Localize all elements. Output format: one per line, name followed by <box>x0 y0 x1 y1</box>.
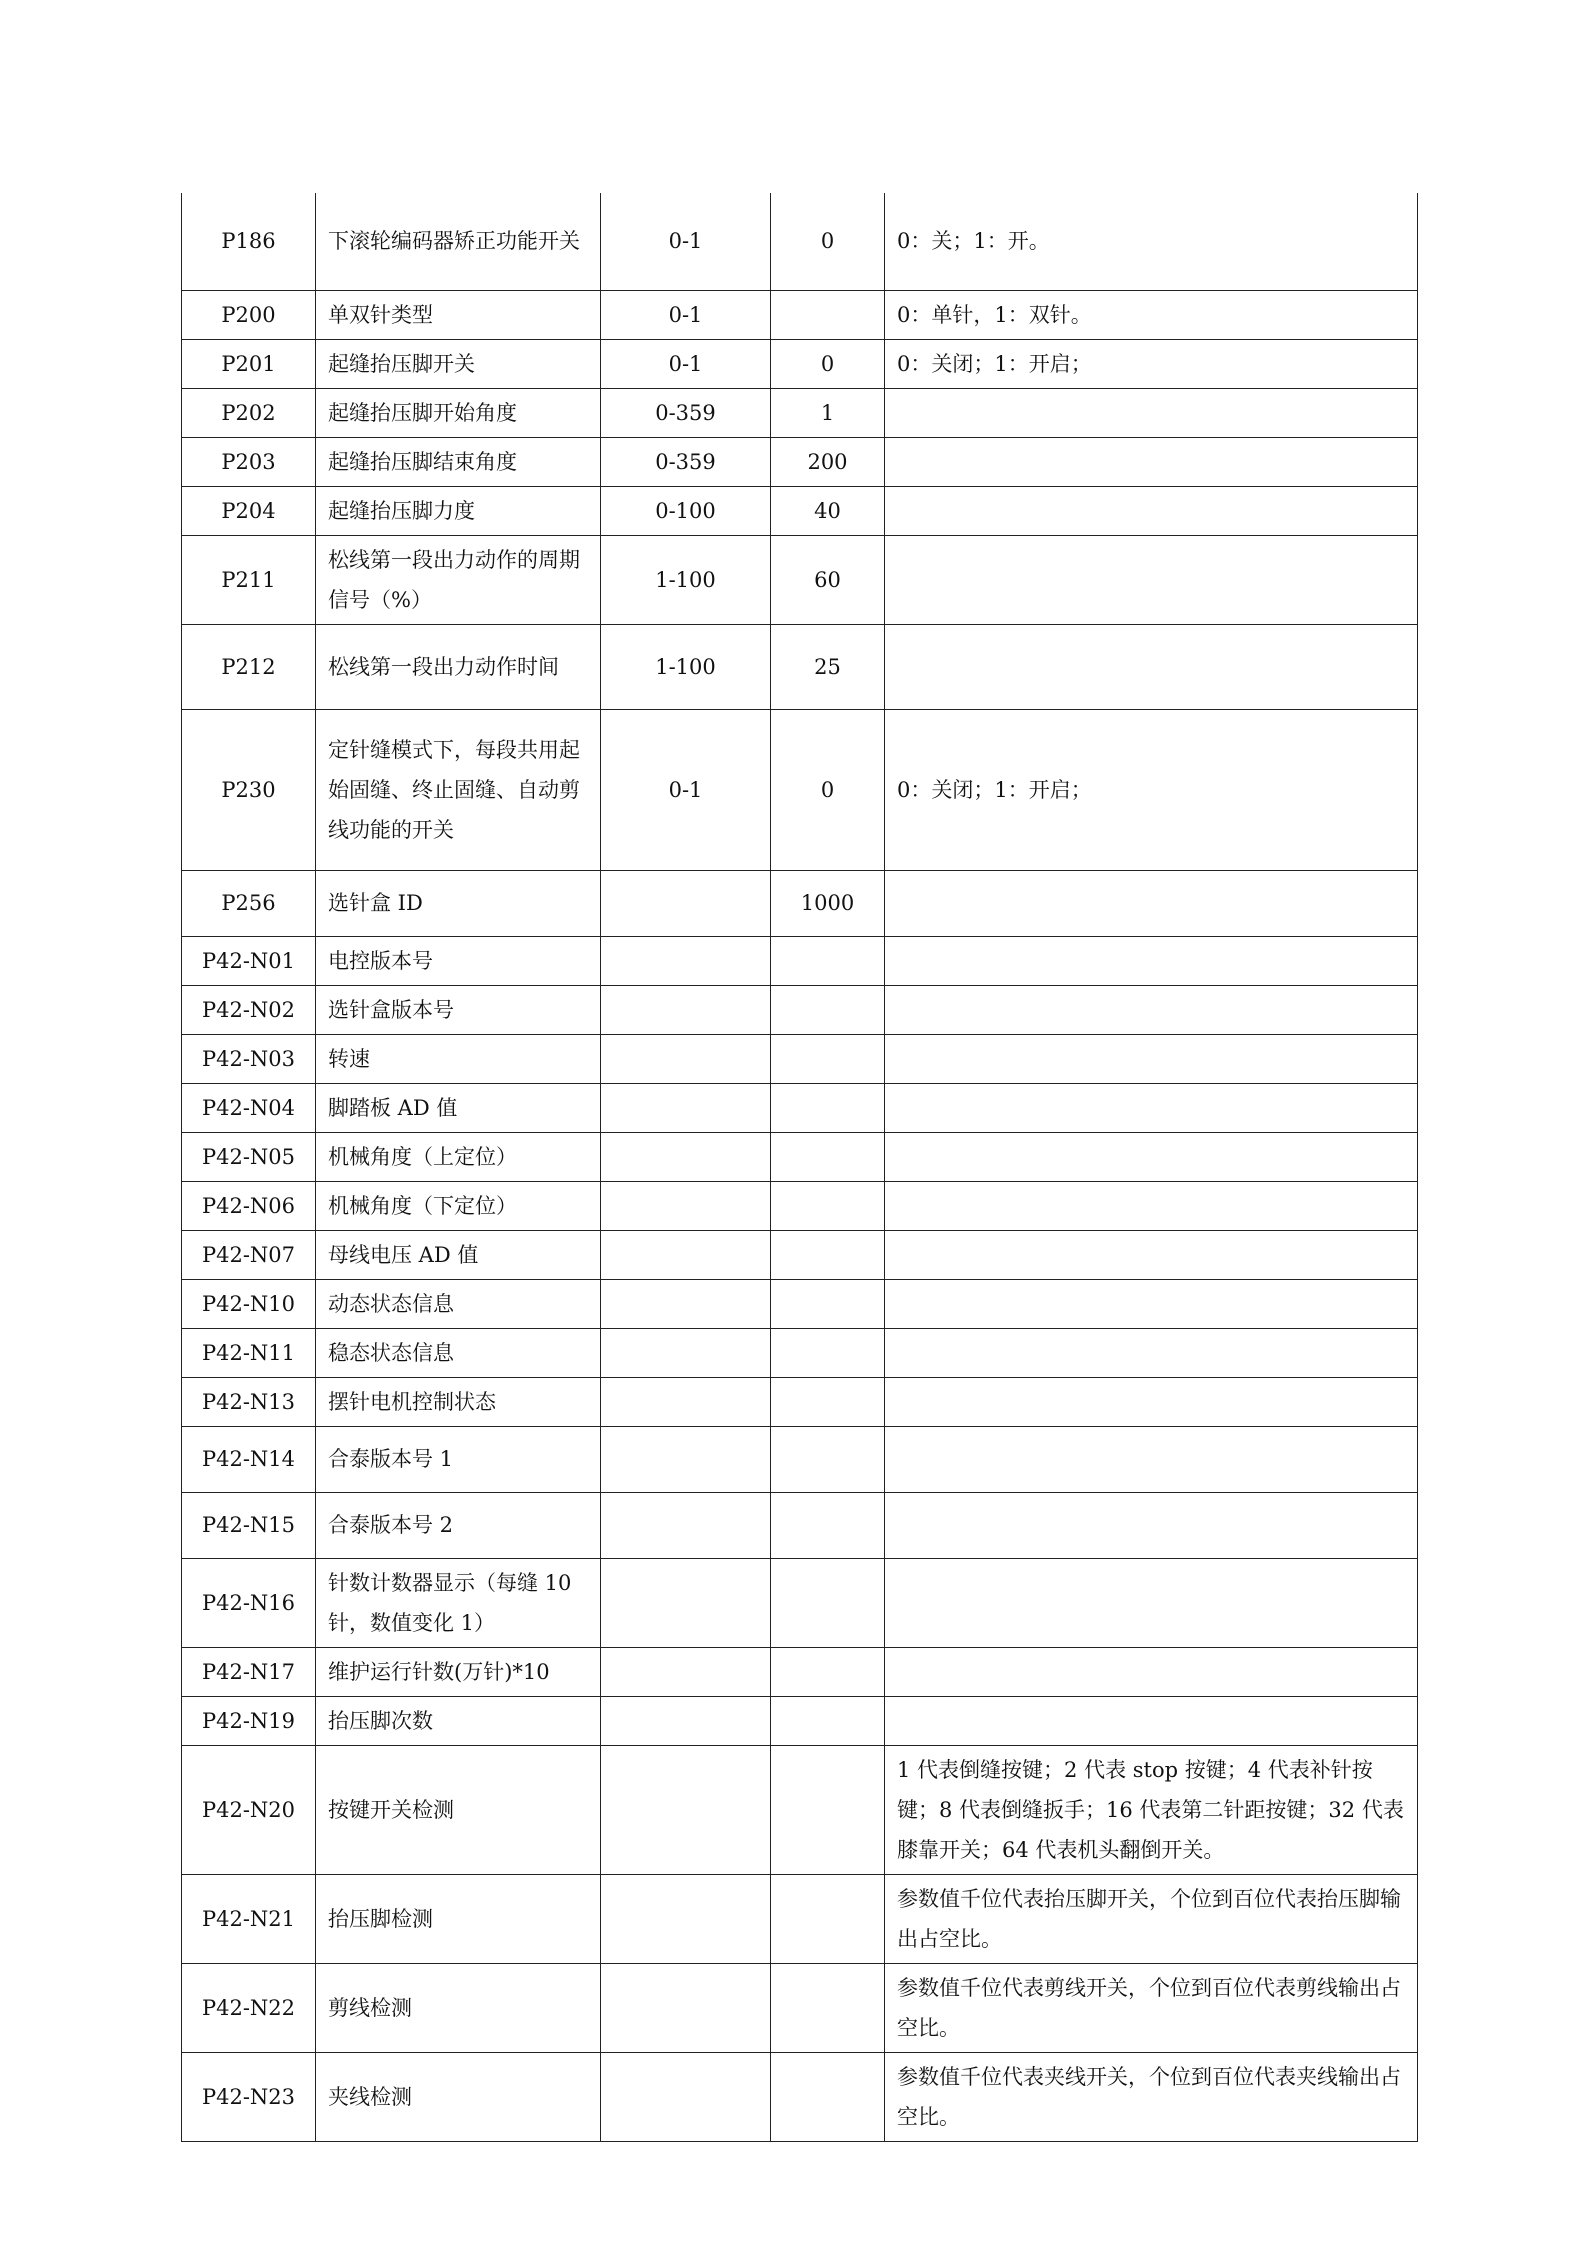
param-code: P42-N17 <box>182 1647 316 1696</box>
param-range: 0-1 <box>601 339 771 388</box>
table-row <box>182 1874 1418 1963</box>
param-name: 机械角度（上定位） <box>316 1132 601 1181</box>
param-name: 起缝抬压脚开关 <box>316 339 601 388</box>
param-range <box>601 1558 771 1647</box>
param-description <box>885 388 1418 437</box>
param-code: P42-N15 <box>182 1492 316 1558</box>
param-code: P203 <box>182 437 316 486</box>
param-range: 0-100 <box>601 486 771 535</box>
table-row <box>182 290 1418 339</box>
param-name: 转速 <box>316 1034 601 1083</box>
param-code: P42-N07 <box>182 1230 316 1279</box>
param-code: P200 <box>182 290 316 339</box>
param-description <box>885 985 1418 1034</box>
param-description <box>885 1696 1418 1745</box>
table-row <box>182 870 1418 936</box>
param-default: 25 <box>771 624 885 709</box>
param-code: P42-N21 <box>182 1874 316 1963</box>
param-code: P42-N10 <box>182 1279 316 1328</box>
param-range <box>601 1426 771 1492</box>
param-description: 参数值千位代表剪线开关，个位到百位代表剪线输出占空比。 <box>885 1963 1418 2052</box>
param-range <box>601 1874 771 1963</box>
param-range <box>601 1647 771 1696</box>
table-row <box>182 1328 1418 1377</box>
param-name: 起缝抬压脚开始角度 <box>316 388 601 437</box>
param-name: 下滚轮编码器矫正功能开关 <box>316 193 601 290</box>
param-code: P230 <box>182 709 316 870</box>
table-row <box>182 1745 1418 1874</box>
param-description: 0：关；1：开。 <box>885 193 1418 290</box>
table-row <box>182 339 1418 388</box>
param-default <box>771 1034 885 1083</box>
param-description <box>885 870 1418 936</box>
param-default <box>771 985 885 1034</box>
param-description <box>885 1132 1418 1181</box>
param-range: 1-100 <box>601 624 771 709</box>
param-range: 0-1 <box>601 290 771 339</box>
param-default <box>771 1377 885 1426</box>
param-default: 60 <box>771 535 885 624</box>
table-row <box>182 1963 1418 2052</box>
param-default <box>771 1647 885 1696</box>
param-code: P42-N14 <box>182 1426 316 1492</box>
table-row <box>182 1181 1418 1230</box>
param-range: 0-1 <box>601 193 771 290</box>
param-default <box>771 290 885 339</box>
param-range: 0-359 <box>601 388 771 437</box>
param-code: P42-N22 <box>182 1963 316 2052</box>
table-row <box>182 1647 1418 1696</box>
param-range <box>601 1492 771 1558</box>
table-row <box>182 388 1418 437</box>
param-name: 维护运行针数(万针)*10 <box>316 1647 601 1696</box>
param-code: P42-N11 <box>182 1328 316 1377</box>
param-default <box>771 1745 885 1874</box>
param-code: P202 <box>182 388 316 437</box>
table-row <box>182 1034 1418 1083</box>
param-description <box>885 1083 1418 1132</box>
param-default <box>771 1558 885 1647</box>
param-name: 机械角度（下定位） <box>316 1181 601 1230</box>
param-name: 按键开关检测 <box>316 1745 601 1874</box>
param-range <box>601 2052 771 2141</box>
param-code: P204 <box>182 486 316 535</box>
param-code: P42-N13 <box>182 1377 316 1426</box>
param-code: P212 <box>182 624 316 709</box>
param-range <box>601 1034 771 1083</box>
param-name: 起缝抬压脚结束角度 <box>316 437 601 486</box>
param-default <box>771 1492 885 1558</box>
table-row <box>182 2052 1418 2141</box>
param-default <box>771 1181 885 1230</box>
table-row <box>182 985 1418 1034</box>
param-description <box>885 1181 1418 1230</box>
param-range: 0-359 <box>601 437 771 486</box>
param-range <box>601 1132 771 1181</box>
param-default <box>771 1696 885 1745</box>
param-range <box>601 1745 771 1874</box>
param-name: 合泰版本号 2 <box>316 1492 601 1558</box>
param-description <box>885 1328 1418 1377</box>
table-row <box>182 936 1418 985</box>
param-default <box>771 1328 885 1377</box>
param-code: P42-N06 <box>182 1181 316 1230</box>
param-default: 1000 <box>771 870 885 936</box>
param-name: 定针缝模式下，每段共用起始固缝、终止固缝、自动剪线功能的开关 <box>316 709 601 870</box>
param-description: 0：单针，1：双针。 <box>885 290 1418 339</box>
param-name: 母线电压 AD 值 <box>316 1230 601 1279</box>
param-name: 起缝抬压脚力度 <box>316 486 601 535</box>
table-row <box>182 1492 1418 1558</box>
param-description <box>885 535 1418 624</box>
param-description <box>885 1034 1418 1083</box>
param-description <box>885 936 1418 985</box>
param-code: P42-N03 <box>182 1034 316 1083</box>
param-range <box>601 1083 771 1132</box>
param-range <box>601 1696 771 1745</box>
param-description: 1 代表倒缝按键；2 代表 stop 按键；4 代表补针按键；8 代表倒缝扳手；16 代表第二针距按键；32 代表膝靠开关；64 代表机头翻倒开关。 <box>885 1745 1418 1874</box>
param-range <box>601 1230 771 1279</box>
table-row <box>182 193 1418 290</box>
param-description: 参数值千位代表抬压脚开关，个位到百位代表抬压脚输出占空比。 <box>885 1874 1418 1963</box>
param-name: 松线第一段出力动作的周期信号（%） <box>316 535 601 624</box>
param-name: 合泰版本号 1 <box>316 1426 601 1492</box>
param-name: 抬压脚检测 <box>316 1874 601 1963</box>
param-code: P42-N16 <box>182 1558 316 1647</box>
param-range <box>601 1181 771 1230</box>
table-row <box>182 1377 1418 1426</box>
param-description <box>885 1230 1418 1279</box>
param-default <box>771 936 885 985</box>
param-range <box>601 936 771 985</box>
table-row <box>182 1230 1418 1279</box>
param-code: P42-N23 <box>182 2052 316 2141</box>
param-description: 0：关闭；1：开启； <box>885 339 1418 388</box>
param-name: 选针盒版本号 <box>316 985 601 1034</box>
param-code: P211 <box>182 535 316 624</box>
param-default <box>771 1426 885 1492</box>
param-range: 0-1 <box>601 709 771 870</box>
param-code: P256 <box>182 870 316 936</box>
param-name: 针数计数器显示（每缝 10 针，数值变化 1） <box>316 1558 601 1647</box>
param-name: 夹线检测 <box>316 2052 601 2141</box>
param-description <box>885 1647 1418 1696</box>
parameter-table-body <box>182 193 1418 2141</box>
param-range <box>601 1279 771 1328</box>
param-name: 电控版本号 <box>316 936 601 985</box>
param-name: 松线第一段出力动作时间 <box>316 624 601 709</box>
param-description <box>885 624 1418 709</box>
param-default: 0 <box>771 339 885 388</box>
param-default <box>771 1279 885 1328</box>
param-default <box>771 1230 885 1279</box>
table-row <box>182 1426 1418 1492</box>
param-default: 200 <box>771 437 885 486</box>
param-name: 摆针电机控制状态 <box>316 1377 601 1426</box>
param-description <box>885 1426 1418 1492</box>
param-description <box>885 1377 1418 1426</box>
param-name: 稳态状态信息 <box>316 1328 601 1377</box>
param-range <box>601 985 771 1034</box>
param-description <box>885 437 1418 486</box>
param-name: 单双针类型 <box>316 290 601 339</box>
param-name: 剪线检测 <box>316 1963 601 2052</box>
param-default <box>771 1874 885 1963</box>
param-code: P42-N20 <box>182 1745 316 1874</box>
param-default: 1 <box>771 388 885 437</box>
param-default <box>771 1083 885 1132</box>
table-row <box>182 1696 1418 1745</box>
table-row <box>182 1083 1418 1132</box>
param-description: 0：关闭；1：开启； <box>885 709 1418 870</box>
param-range <box>601 870 771 936</box>
param-code: P42-N02 <box>182 985 316 1034</box>
table-row <box>182 535 1418 624</box>
param-code: P42-N19 <box>182 1696 316 1745</box>
param-description <box>885 486 1418 535</box>
parameter-table <box>181 193 1418 2142</box>
param-default: 0 <box>771 709 885 870</box>
table-row <box>182 624 1418 709</box>
param-code: P186 <box>182 193 316 290</box>
param-description: 参数值千位代表夹线开关，个位到百位代表夹线输出占空比。 <box>885 2052 1418 2141</box>
param-range <box>601 1377 771 1426</box>
table-row <box>182 437 1418 486</box>
param-description <box>885 1558 1418 1647</box>
param-name: 动态状态信息 <box>316 1279 601 1328</box>
param-name: 脚踏板 AD 值 <box>316 1083 601 1132</box>
table-row <box>182 1132 1418 1181</box>
table-row <box>182 486 1418 535</box>
param-default: 40 <box>771 486 885 535</box>
param-description <box>885 1279 1418 1328</box>
param-code: P201 <box>182 339 316 388</box>
table-row <box>182 1279 1418 1328</box>
param-default <box>771 1132 885 1181</box>
table-row <box>182 709 1418 870</box>
param-name: 抬压脚次数 <box>316 1696 601 1745</box>
param-range <box>601 1328 771 1377</box>
param-default <box>771 2052 885 2141</box>
param-name: 选针盒 ID <box>316 870 601 936</box>
param-code: P42-N01 <box>182 936 316 985</box>
param-range <box>601 1963 771 2052</box>
param-range: 1-100 <box>601 535 771 624</box>
param-description <box>885 1492 1418 1558</box>
param-code: P42-N05 <box>182 1132 316 1181</box>
param-default: 0 <box>771 193 885 290</box>
param-code: P42-N04 <box>182 1083 316 1132</box>
table-row <box>182 1558 1418 1647</box>
param-default <box>771 1963 885 2052</box>
